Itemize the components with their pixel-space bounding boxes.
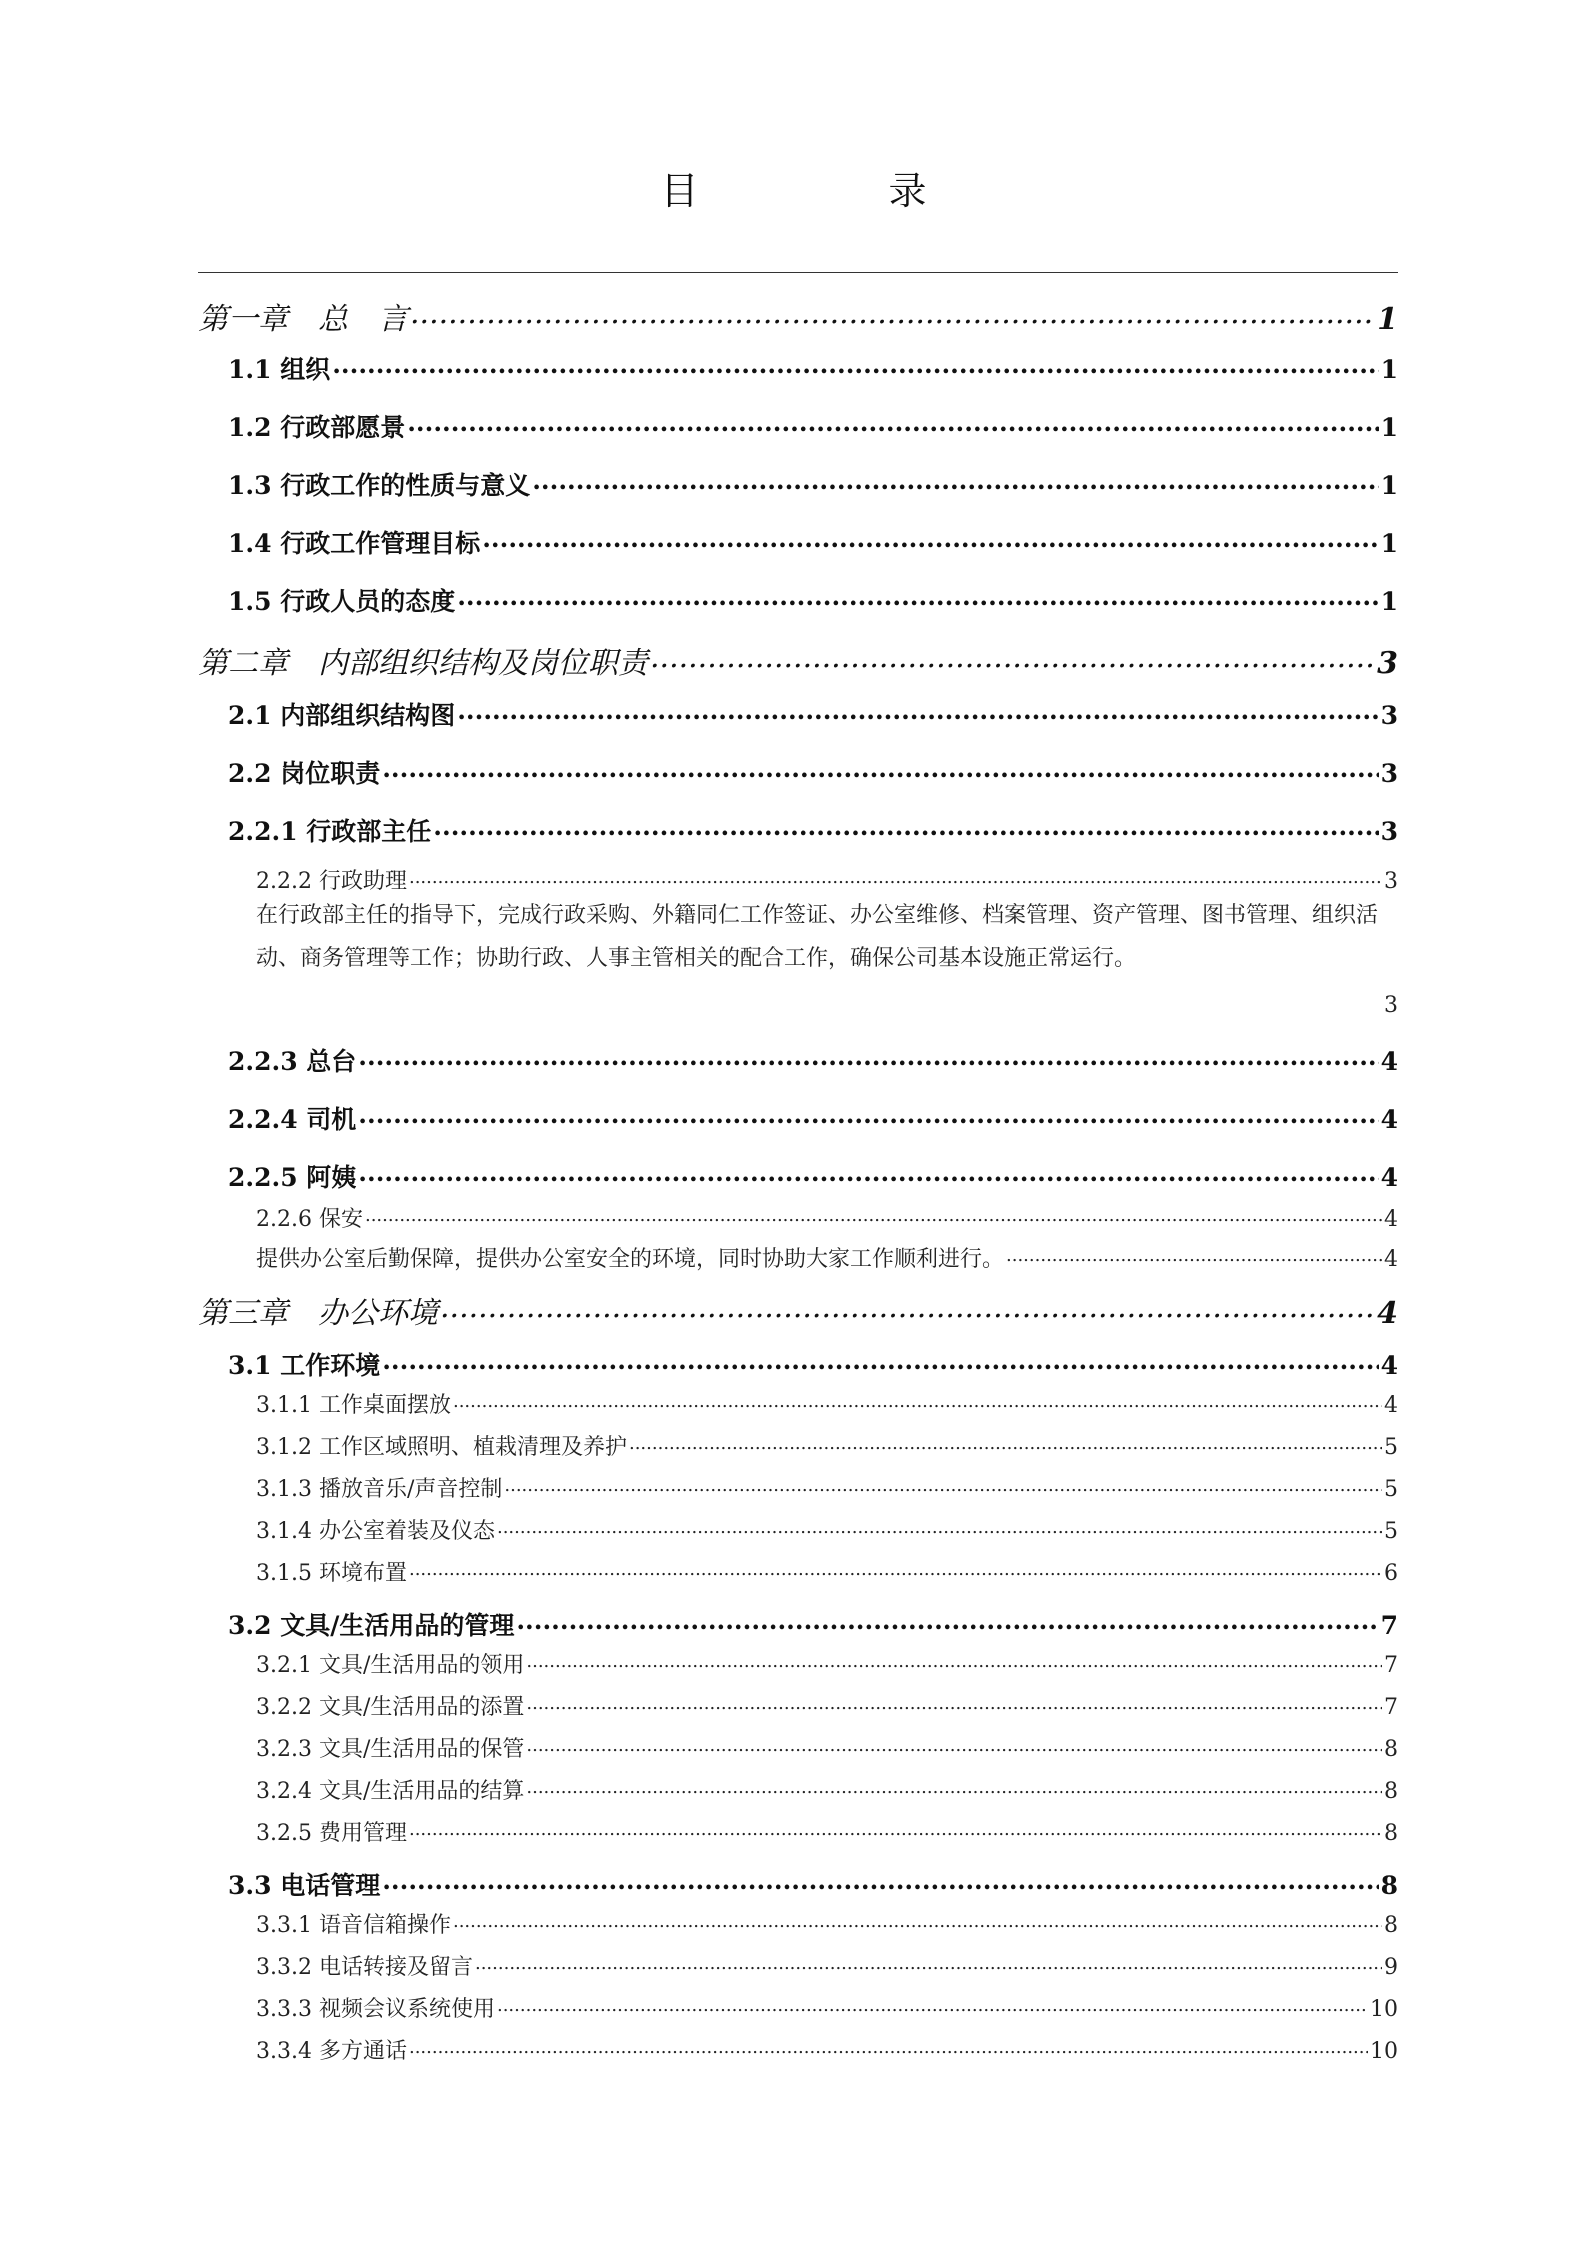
toc-page: 9 [1384, 1955, 1398, 1980]
toc-entry-2-1[interactable] [228, 696, 1398, 732]
toc-page: 8 [1384, 1821, 1398, 1846]
toc-entry-2-2-3[interactable] [228, 1042, 1398, 1078]
toc-label: 2.2.3 总台 [228, 1047, 357, 1076]
toc-label: 3.2.4 文具/生活用品的结算 [256, 1779, 525, 1804]
toc-label: 3.3.2 电话转接及留言 [256, 1955, 473, 1980]
toc-label: 2.2.1 行政部主任 [228, 817, 432, 846]
toc-entry-3-2-2[interactable] [256, 1690, 1398, 1721]
toc-leader [410, 299, 1375, 329]
toc-page: 8 [1384, 1913, 1398, 1938]
toc-leader [526, 1692, 1382, 1714]
toc-leader [532, 469, 1378, 494]
toc-label: 3.3.3 视频会议系统使用 [256, 1997, 495, 2022]
toc-page: 8 [1380, 1871, 1398, 1900]
toc-entry-2-2-1[interactable] [228, 812, 1398, 848]
toc-entry-3-1-1[interactable] [256, 1388, 1398, 1419]
toc-leader [382, 1349, 1378, 1374]
toc-label: 3.3.4 多方通话 [256, 2039, 407, 2064]
toc-page: 4 [1384, 1247, 1398, 1272]
toc-entry-1-4[interactable] [228, 524, 1398, 560]
toc-page: 6 [1384, 1561, 1398, 1586]
toc-chapter-3[interactable] [198, 1288, 1398, 1332]
toc-page: 3 [1380, 817, 1398, 846]
toc-leader [365, 1204, 1382, 1226]
toc-leader [516, 1609, 1378, 1634]
toc-page: 5 [1384, 1519, 1398, 1544]
toc-entry-3-3-4[interactable] [256, 2034, 1398, 2065]
toc-label: 2.2.4 司机 [228, 1105, 357, 1134]
toc-label: 3.2.5 费用管理 [256, 1821, 407, 1846]
toc-label: 3.1.4 办公室着装及仪态 [256, 1519, 495, 1544]
toc-entry-3-1-2[interactable] [256, 1430, 1398, 1461]
page-title: 目 录 [660, 169, 1003, 213]
toc-leader [1006, 1244, 1382, 1266]
toc-leader [482, 527, 1378, 552]
toc-entry-2-2-6[interactable] [256, 1202, 1398, 1233]
toc-page: 7 [1384, 1695, 1398, 1720]
toc-page: 7 [1380, 1611, 1398, 1640]
toc-leader [358, 1045, 1378, 1070]
toc-leader [526, 1734, 1382, 1756]
toc-page: 4 [1380, 1047, 1398, 1076]
toc-entry-3-3-1[interactable] [256, 1908, 1398, 1939]
toc-label: 1.1 组织 [228, 355, 331, 384]
toc-entry-1-1[interactable] [228, 350, 1398, 386]
toc-page: 4 [1380, 1163, 1398, 1192]
toc-label: 2.1 内部组织结构图 [228, 701, 456, 730]
toc-entry-3-3-2[interactable] [256, 1950, 1398, 1981]
toc-leader [332, 353, 1378, 378]
toc-leader [358, 1103, 1378, 1128]
toc-leader [497, 1994, 1368, 2016]
toc-label: 3.1.5 环境布置 [256, 1561, 407, 1586]
toc-page: 4 [1380, 1351, 1398, 1380]
toc-page: 10 [1370, 1997, 1398, 2022]
toc-leader [409, 1558, 1382, 1580]
toc-leader [457, 699, 1378, 724]
toc-leader [650, 643, 1375, 673]
toc-entry-2-2-2[interactable] [256, 864, 1398, 895]
toc-page: 4 [1380, 1105, 1398, 1134]
toc-entry-1-2[interactable] [228, 408, 1398, 444]
toc-page: 1 [1380, 471, 1398, 500]
toc-page: 3 [1384, 993, 1398, 1018]
toc-chapter-1[interactable] [198, 294, 1398, 338]
toc-label: 2.2.5 阿姨 [228, 1163, 357, 1192]
toc-leader [407, 411, 1378, 436]
toc-leader [440, 1293, 1375, 1323]
toc-label: 1.3 行政工作的性质与意义 [228, 471, 531, 500]
toc-entry-3-1[interactable] [228, 1346, 1398, 1382]
toc-leader [475, 1952, 1382, 1974]
toc-page: 8 [1384, 1737, 1398, 1762]
toc-label: 3.1.3 播放音乐/声音控制 [256, 1477, 503, 1502]
toc-entry-1-3[interactable] [228, 466, 1398, 502]
toc-leader [382, 757, 1378, 782]
toc-leader [453, 1390, 1382, 1412]
toc-page: 1 [1380, 413, 1398, 442]
toc-leader [526, 1776, 1382, 1798]
toc-leader [382, 1869, 1378, 1894]
toc-leader [629, 1432, 1382, 1454]
toc-label: 第二章 内部组织结构及岗位职责 [198, 646, 648, 681]
toc-page: 10 [1370, 2039, 1398, 2064]
toc-paragraph-entry[interactable] [256, 894, 1398, 980]
toc-page: 8 [1384, 1779, 1398, 1804]
toc-page: 1 [1377, 302, 1398, 337]
toc-entry-2-2[interactable] [228, 754, 1398, 790]
toc-entry-3-2-1[interactable] [256, 1648, 1398, 1679]
toc-label: 2.2 岗位职责 [228, 759, 381, 788]
toc-page: 1 [1380, 355, 1398, 384]
title-divider [198, 272, 1398, 273]
toc-label: 1.5 行政人员的态度 [228, 587, 456, 616]
toc-label: 3.3.1 语音信箱操作 [256, 1913, 451, 1938]
toc-entry-3-2[interactable] [228, 1606, 1398, 1642]
toc-leader [526, 1650, 1382, 1672]
toc-page: 7 [1384, 1653, 1398, 1678]
toc-page: 3 [1380, 701, 1398, 730]
toc-leader [433, 815, 1378, 840]
toc-page: 4 [1384, 1393, 1398, 1418]
toc-page: 1 [1380, 587, 1398, 616]
toc-label: 2.2.2 行政助理 [256, 869, 407, 894]
toc-entry-3-3[interactable] [228, 1866, 1398, 1902]
toc-page: 4 [1377, 1296, 1398, 1331]
toc-page: 3 [1377, 646, 1398, 681]
toc-entry-2-2-5[interactable] [228, 1158, 1398, 1194]
toc-chapter-2[interactable] [198, 638, 1398, 682]
toc-label: 提供办公室后勤保障，提供办公室安全的环境，同时协助大家工作顺利进行。 [256, 1247, 1005, 1272]
toc-entry-2-2-4[interactable] [228, 1100, 1398, 1136]
toc-label: 3.1.2 工作区域照明、植栽清理及养护 [256, 1435, 627, 1460]
toc-page: 4 [1384, 1207, 1398, 1232]
toc-page: 5 [1384, 1477, 1398, 1502]
toc-leader [504, 1474, 1382, 1496]
toc-label: 第三章 办公环境 [198, 1296, 438, 1331]
toc-entry-3-1-3[interactable] [256, 1472, 1398, 1503]
toc-entry-3-2-4[interactable] [256, 1774, 1398, 1805]
toc-label: 3.3 电话管理 [228, 1871, 381, 1900]
toc-entry-1-5[interactable] [228, 582, 1398, 618]
toc-page: 1 [1380, 529, 1398, 558]
toc-label: 3.1.1 工作桌面摆放 [256, 1393, 451, 1418]
toc-entry-3-2-3[interactable] [256, 1732, 1398, 1763]
toc-leader [358, 1161, 1378, 1186]
toc-paragraph-page-wrap [1298, 993, 1398, 1018]
toc-entry-3-2-5[interactable] [256, 1816, 1398, 1847]
toc-label: 3.1 工作环境 [228, 1351, 381, 1380]
toc-label: 2.2.6 保安 [256, 1207, 363, 1232]
toc-label: 3.2.2 文具/生活用品的添置 [256, 1695, 525, 1720]
toc-label: 3.2.1 文具/生活用品的领用 [256, 1653, 525, 1678]
toc-label: 3.2.3 文具/生活用品的保管 [256, 1737, 525, 1762]
toc-page: 3 [1384, 869, 1398, 894]
toc-paragraph-text: 在行政部主任的指导下，完成行政采购、外籍同仁工作签证、办公室维修、档案管理、资产管理、图书管理、组织活动、商务管理等工作；协助行政、人事主管相关的配合工作，确保公司基本设施正常运行。 [256, 903, 1379, 971]
toc-leader [497, 1516, 1382, 1538]
toc-page: 5 [1384, 1435, 1398, 1460]
toc-leader [409, 1818, 1382, 1840]
toc-label: 1.4 行政工作管理目标 [228, 529, 481, 558]
toc-label: 1.2 行政部愿景 [228, 413, 406, 442]
toc-leader [457, 585, 1378, 610]
toc-entry-2-2-6-desc[interactable] [256, 1242, 1398, 1273]
toc-leader [453, 1910, 1382, 1932]
toc-label: 3.2 文具/生活用品的管理 [228, 1611, 515, 1640]
toc-leader [409, 866, 1382, 888]
toc-page: 3 [1380, 759, 1398, 788]
toc-entry-3-3-3[interactable] [256, 1992, 1398, 2023]
toc-label: 第一章 总 言 [198, 302, 408, 337]
toc-entry-3-1-5[interactable] [256, 1556, 1398, 1587]
toc-entry-3-1-4[interactable] [256, 1514, 1398, 1545]
toc-leader [409, 2036, 1368, 2058]
